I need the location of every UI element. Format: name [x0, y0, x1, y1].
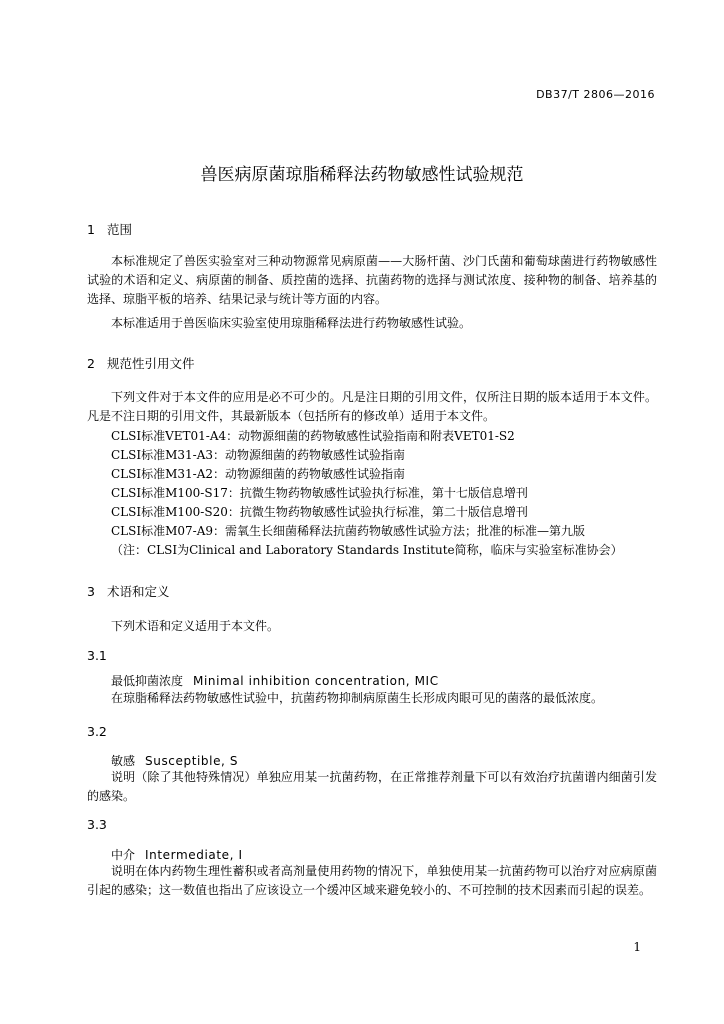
terms-intro: 下列术语和定义适用于本文件。 — [111, 619, 280, 633]
section-heading-terms: 3 术语和定义 — [87, 584, 170, 599]
reference-item: CLSI标准M100-S17：抗微生物药物敏感性试验执行标准，第十七版信息增刊 — [111, 486, 528, 500]
standard-code: DB37/T 2806—2016 — [536, 88, 655, 101]
term-number: 3.2 — [87, 724, 107, 739]
term-number: 3.1 — [87, 648, 107, 663]
references-intro: 下列文件对于本文件的应用是必不可少的。凡是注日期的引用文件，仅所注日期的版本适用于本文件。凡是不注日期的引用文件，其最新版本（包括所有的修改单）适用于本文件。 — [87, 390, 657, 423]
page-number: 1 — [633, 940, 641, 954]
term-number: 3.3 — [87, 817, 107, 832]
term-definition-susceptible: 说明（除了其他特殊情况）单独应用某一抗菌药物，在正常推荐剂量下可以有效治疗抗菌谱内细菌引发的感染。 — [87, 770, 657, 803]
reference-item: CLSI标准M07-A9：需氧生长细菌稀释法抗菌药物敏感性试验方法；批准的标准—第九版 — [111, 524, 586, 538]
reference-note: （注：CLSI为Clinical and Laboratory Standards Institute简称，临床与实验室标准协会） — [111, 543, 623, 557]
reference-item: CLSI标准VET01-A4：动物源细菌的药物敏感性试验指南和附表VET01-S2 — [111, 429, 515, 443]
term-heading-intermediate: 中介 Intermediate, I — [111, 848, 243, 862]
section-heading-references: 2 规范性引用文件 — [87, 356, 195, 371]
scope-paragraph-1: 本标准规定了兽医实验室对三种动物源常见病原菌——大肠杆菌、沙门氏菌和葡萄球菌进行药物敏感性试验的术语和定义、病原菌的制备、质控菌的选择、抗菌药物的选择与测试浓度、接种物的制备、培养基的选择、琼脂平板的培养、结果记录与统计等方面的内容。 — [87, 254, 657, 306]
term-definition-mic: 在琼脂稀释法药物敏感性试验中，抗菌药物抑制病原菌生长形成肉眼可见的菌落的最低浓度。 — [111, 691, 604, 705]
reference-item: CLSI标准M100-S20：抗微生物药物敏感性试验执行标准，第二十版信息增刊 — [111, 505, 528, 519]
term-heading-susceptible: 敏感 Susceptible, S — [111, 754, 239, 768]
section-heading-scope: 1 范围 — [87, 222, 133, 237]
term-heading-mic: 最低抑菌浓度 Minimal inhibition concentration, MIC — [111, 674, 439, 688]
document-title: 兽医病原菌琼脂稀释法药物敏感性试验规范 — [200, 165, 524, 185]
scope-paragraph-2: 本标准适用于兽医临床实验室使用琼脂稀释法进行药物敏感性试验。 — [111, 316, 472, 330]
term-definition-intermediate: 说明在体内药物生理性蓄积或者高剂量使用药物的情况下，单独使用某一抗菌药物可以治疗对应病原菌引起的感染；这一数值也指出了应该设立一个缓冲区域来避免较小的、不可控制的技术因素而引起的误差。 — [87, 864, 657, 897]
reference-item: CLSI标准M31-A3：动物源细菌的药物敏感性试验指南 — [111, 448, 406, 462]
reference-item: CLSI标准M31-A2：动物源细菌的药物敏感性试验指南 — [111, 467, 406, 481]
